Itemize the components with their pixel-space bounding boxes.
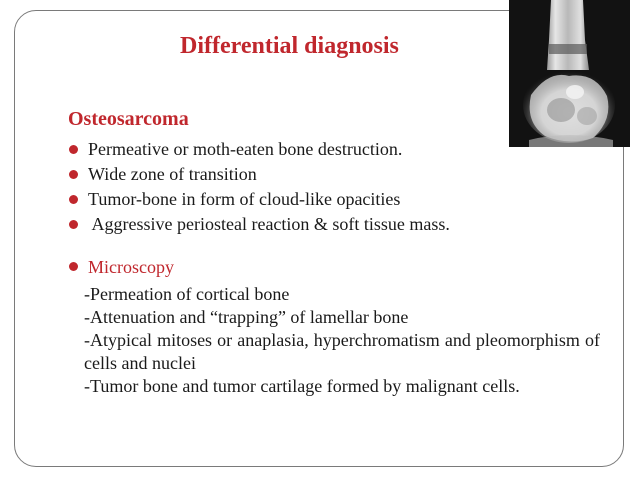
osteosarcoma-bullet-list — [68, 139, 450, 239]
section-heading-osteosarcoma: Osteosarcoma — [68, 108, 189, 130]
bullet-text: Tumor-bone in form of cloud-like opacities — [88, 189, 401, 209]
bullet-dot-icon — [69, 262, 78, 271]
bullet-dot-icon — [69, 195, 78, 204]
bullet-text: Wide zone of transition — [88, 164, 257, 184]
bullet-item — [68, 189, 450, 214]
microscopy-heading — [68, 257, 174, 277]
bullet-dot-icon — [69, 145, 78, 154]
bullet-item — [68, 139, 450, 164]
bullet-dot-icon — [69, 220, 78, 229]
bullet-item — [68, 164, 450, 189]
microscopy-line: -Permeation of cortical bone — [84, 284, 290, 304]
bullet-dot-icon — [69, 170, 78, 179]
microscopy-line: -Atypical mitoses or anaplasia, hyperchromatism and pleomorphism of cells and nuclei — [84, 330, 600, 373]
bullet-item — [68, 214, 450, 239]
microscopy-details — [84, 283, 600, 398]
slide-title: Differential diagnosis — [180, 33, 399, 59]
microscopy-line: -Attenuation and “trapping” of lamellar bone — [84, 307, 409, 327]
xray-image — [509, 0, 630, 147]
microscopy-heading-text: Microscopy — [88, 257, 174, 277]
microscopy-line: -Tumor bone and tumor cartilage formed by malignant cells. — [84, 376, 520, 396]
xray-bone-drawing — [509, 0, 630, 147]
bullet-text: Aggressive periosteal reaction & soft tissue mass. — [88, 214, 450, 234]
bullet-text: Permeative or moth-eaten bone destruction. — [88, 139, 403, 159]
